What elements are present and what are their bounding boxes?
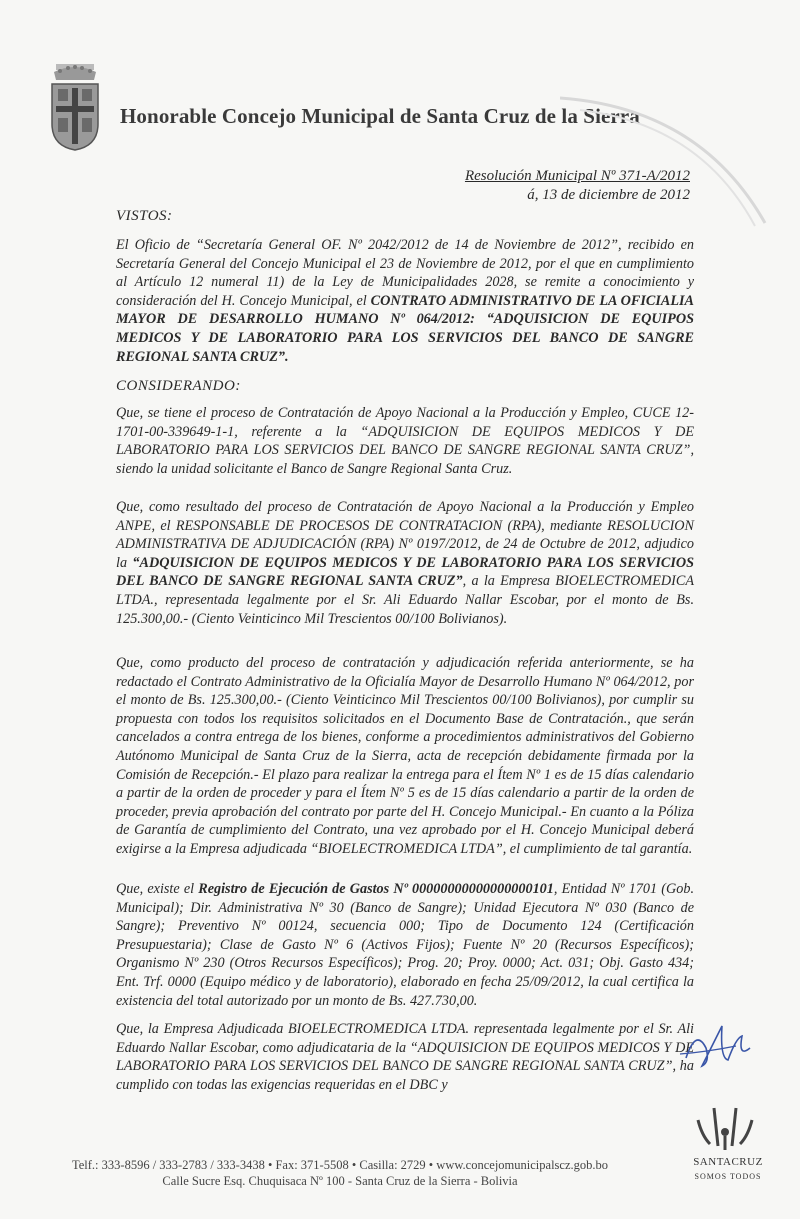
council-name: Honorable Concejo Municipal de Santa Cruz de la Sierra (120, 104, 640, 128)
paragraph-text: El Oficio de “Secretaría General OF. Nº 2042/2012 de 14 de Noviembre de 2012”, recibido en Secretaría General del Concejo Municipal el 23 de Noviembre de 2012, por el que en cumplimiento al Artículo 12 numeral 11) de la Ley de Municipalidades 2028, se remite a conocimiento y consideración del H. Concejo Municipal, el (116, 237, 694, 309)
acquisition-title: “ADQUISICION DE EQUIPOS MEDICOS Y DE LABORATORIO PARA LOS SERVICIOS DEL BANCO DE SANGRE REGIONAL SANTA CRUZ” (116, 554, 694, 590)
contract-title: CONTRATO ADMINISTRATIVO DE LA OFICIALIA MAYOR DE DESARROLLO HUMANO Nº 064/2012: “ADQUISICION DE EQUIPOS MEDICOS Y DE LABORATORIO PARA LOS SERVICIOS DEL BANCO DE SANGRE REGIONAL SANTA CRUZ”. (116, 292, 695, 365)
logo-subtext: SOMOS TODOS (694, 1172, 762, 1181)
footer-address: Calle Sucre Esq. Chuquisaca Nº 100 - Santa Cruz de la Sierra - Bolivia (162, 1174, 518, 1188)
logo-text: SANTACRUZ (693, 1156, 763, 1168)
resolution-number: Resolución Municipal Nº 371-A/2012 (464, 168, 690, 184)
paragraph-text: , Entidad Nº 1701 (Gob. Municipal); Dir. Administrativa Nº 30 (Banco de Sangre); Unidad Ejecutora Nº 030 (Banco de Sangre); Preventivo Nº 00124, secuencia 000; Tipo de Documento 124 (Certificación Presupuestaria); Clase de Gasto Nº 6 (Activos Fijos); Fuente Nº 20 (Recursos Específicos); Organismo Nº 230 (Otros Recursos Específicos); Prog. 20; Proy. 0000; Act. 031; Obj. Gasto 434; Ent. Trf. 0000 (Equipo médico y de laboratorio), elaborado en fecha 25/09/2012, la cual certifica la existencia del total autorizado por un monto de Bs. 427.730,00. (116, 881, 694, 1009)
paragraph-text: Que, existe el (116, 881, 199, 897)
paragraph-text: , a la Empresa BIOELECTROMEDICA LTDA., representada legalmente por el Sr. Ali Eduardo Nallar Escobar, por el monto de Bs. 125.300,00.- (Ciento Veinticinco Mil Trescientos 00/100 Bolivianos). (116, 573, 694, 627)
paragraph-considerando-5: Que, la Empresa Adjudicada BIOELECTROMEDICA LTDA. representada legalmente por el Sr. Ali Eduardo Nallar Escobar, como adjudicataria de la “ADQUISICION DE EQUIPOS MEDICOS Y DE LABORATORIO PARA LOS SERVICIOS DEL BANCO DE SANGRE REGIONAL SANTA CRUZ”, ha cumplido con todas las exigencias requeridas en el DBC y (116, 1021, 694, 1093)
expense-registry: Registro de Ejecución de Gastos Nº 00000000000000000101 (198, 881, 554, 897)
paragraph-considerando-4 (116, 880, 694, 1010)
coat-of-arms-icon (46, 62, 104, 152)
paragraph-considerando-1: Que, se tiene el proceso de Contratación de Apoyo Nacional a la Producción y Empleo, CUCE 12-1701-00-339649-1-1, referente a la “ADQUISICION DE EQUIPOS MEDICOS Y DE LABORATORIO PARA LOS SERVICIOS DEL BANCO DE SANGRE REGIONAL SANTA CRUZ”, siendo la unidad solicitante el Banco de Sangre Regional Santa Cruz. (116, 405, 694, 477)
paragraph-vistos (116, 236, 694, 366)
section-heading-vistos: VISTOS: (116, 208, 173, 224)
paragraph-text: Que, como resultado del proceso de Contratación de Apoyo Nacional a la Producción y Empleo ANPE, el RESPONSABLE DE PROCESOS DE CONTRATACION (RPA), mediante RESOLUCION ADMINISTRATIVA DE ADJUDICACIÓN (RPA) Nº 0197/2012, de 24 de Octubre de 2012, adjudico la (116, 499, 694, 571)
paragraph-considerando-2 (116, 498, 694, 628)
paragraph-considerando-3: Que, como producto del proceso de contratación y adjudicación referida anteriormente, se ha redactado el Contrato Administrativo de la Oficialía Mayor de Desarrollo Humano Nº 064/2012, por el monto de Bs. 125.300,00.- (Ciento Veinticinco Mil Trescientos 00/100 Bolivianos), por cumplir su propuesta con todos los requisitos solicitados en el Documento Base de Contratación., que serán cancelados a contra entrega de los bienes, conforme a procedimientos administrativos del Gobierno Autónomo Municipal de Santa Cruz de la Sierra, acta de recepción debidamente firmada por la Comisión de Recepción.- El plazo para realizar la entrega para el Ítem Nº 1 es de 15 días calendario a partir de la orden de proceder y para el Ítem Nº 5 es de 15 días calendario a partir de la orden de proceder, previa aprobación del contrato por parte del H. Concejo Municipal.- En cuanto a la Póliza de Garantía de cumplimiento del Contrato, una vez aprobado por el H. Concejo Municipal deberá exigirse a la Empresa adjudicada “BIOELECTROMEDICA LTDA”, el cumplimiento de tal garantía. (116, 655, 694, 857)
header-swoosh-decoration (560, 88, 770, 228)
resolution-date: á, 13 de diciembre de 2012 (527, 187, 690, 203)
signature-icon (676, 1018, 756, 1078)
section-heading-considerando: CONSIDERANDO: (116, 378, 241, 394)
footer-contact: Telf.: 333-8596 / 333-2783 / 333-3438 • Fax: 371-5508 • Casilla: 2729 • www.concejomunicipalscz.gob.bo (71, 1158, 609, 1172)
